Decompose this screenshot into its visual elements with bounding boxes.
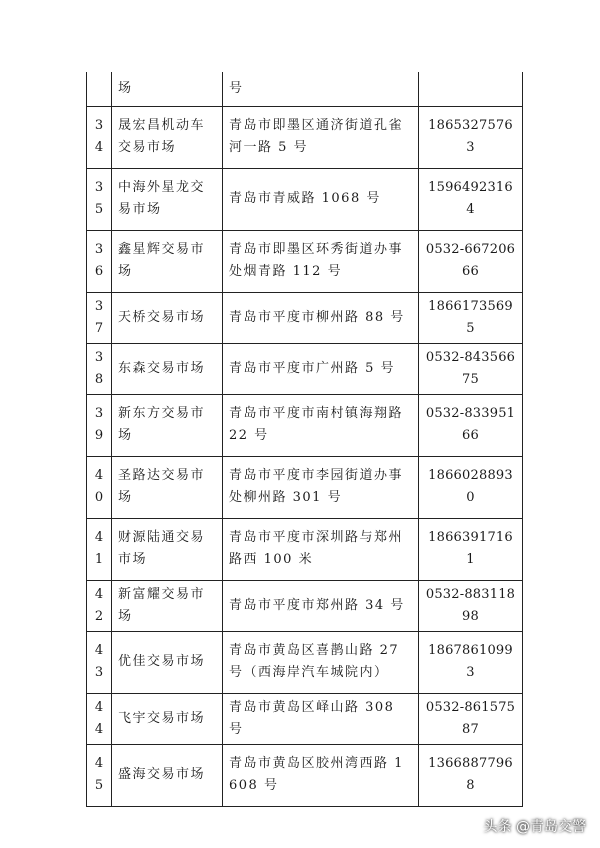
table-row xyxy=(87,106,523,168)
row-number-cell: 35 xyxy=(87,168,112,230)
phone-cell: 13668877968 xyxy=(419,744,523,806)
table-row xyxy=(87,168,523,230)
address-cell: 青岛市平度市广州路 5 号 xyxy=(223,343,419,394)
market-name-cell: 新东方交易市场 xyxy=(112,394,223,456)
address-cell: 青岛市黄岛区胶州湾西路 1608 号 xyxy=(223,744,419,806)
market-name-cell: 圣路达交易市场 xyxy=(112,456,223,518)
row-number-cell: 36 xyxy=(87,230,112,292)
phone-cell: 0532-83395166 xyxy=(419,394,523,456)
phone-cell: 0532-86157587 xyxy=(419,693,523,744)
table-row xyxy=(87,456,523,518)
address-cell: 青岛市平度市柳州路 88 号 xyxy=(223,292,419,343)
table-row xyxy=(87,230,523,292)
phone-cell: 0532-88311898 xyxy=(419,580,523,631)
phone-cell: 18678610993 xyxy=(419,631,523,693)
address-cell: 青岛市即墨区通济街道孔雀河一路 5 号 xyxy=(223,106,419,168)
address-cell: 青岛市平度市李园街道办事处柳州路 301 号 xyxy=(223,456,419,518)
table-row xyxy=(87,631,523,693)
row-number-cell: 45 xyxy=(87,744,112,806)
market-name-cell: 场 xyxy=(112,72,223,106)
market-name-cell: 盛海交易市场 xyxy=(112,744,223,806)
row-number-cell: 38 xyxy=(87,343,112,394)
market-name-cell: 优佳交易市场 xyxy=(112,631,223,693)
phone-cell xyxy=(419,72,523,106)
row-number-cell: 40 xyxy=(87,456,112,518)
table-row xyxy=(87,580,523,631)
row-number-cell: 43 xyxy=(87,631,112,693)
market-name-cell: 晟宏昌机动车交易市场 xyxy=(112,106,223,168)
table-row xyxy=(87,394,523,456)
market-name-cell: 飞宇交易市场 xyxy=(112,693,223,744)
row-number-cell: 34 xyxy=(87,106,112,168)
address-cell: 号 xyxy=(223,72,419,106)
row-number-cell: 42 xyxy=(87,580,112,631)
address-cell: 青岛市青威路 1068 号 xyxy=(223,168,419,230)
market-name-cell: 中海外星龙交易市场 xyxy=(112,168,223,230)
address-cell: 青岛市黄岛区喜鹊山路 27 号（西海岸汽车城院内） xyxy=(223,631,419,693)
table-row xyxy=(87,343,523,394)
source-watermark: 头条 @青岛交警 xyxy=(483,819,586,835)
row-number-cell: 41 xyxy=(87,518,112,580)
market-name-cell: 鑫星辉交易市场 xyxy=(112,230,223,292)
address-cell: 青岛市黄岛区峄山路 308 号 xyxy=(223,693,419,744)
market-name-cell: 东森交易市场 xyxy=(112,343,223,394)
row-number-cell: 37 xyxy=(87,292,112,343)
address-cell: 青岛市平度市郑州路 34 号 xyxy=(223,580,419,631)
phone-cell: 18661735695 xyxy=(419,292,523,343)
address-cell: 青岛市即墨区环秀街道办事处烟青路 112 号 xyxy=(223,230,419,292)
phone-cell: 0532-84356675 xyxy=(419,343,523,394)
row-number-cell: 44 xyxy=(87,693,112,744)
table-row xyxy=(87,518,523,580)
table-row xyxy=(87,744,523,806)
address-cell: 青岛市平度市南村镇海翔路 22 号 xyxy=(223,394,419,456)
table-row xyxy=(87,72,523,106)
phone-cell: 15964923164 xyxy=(419,168,523,230)
market-name-cell: 天桥交易市场 xyxy=(112,292,223,343)
market-name-cell: 财源陆通交易市场 xyxy=(112,518,223,580)
table-row xyxy=(87,693,523,744)
address-cell: 青岛市平度市深圳路与郑州路西 100 米 xyxy=(223,518,419,580)
phone-cell: 18660288930 xyxy=(419,456,523,518)
phone-cell: 18663917161 xyxy=(419,518,523,580)
row-number-cell: 39 xyxy=(87,394,112,456)
table-row xyxy=(87,292,523,343)
row-number-cell xyxy=(87,72,112,106)
market-table xyxy=(86,72,523,807)
market-name-cell: 新富耀交易市场 xyxy=(112,580,223,631)
phone-cell: 0532-66720666 xyxy=(419,230,523,292)
phone-cell: 18653275763 xyxy=(419,106,523,168)
